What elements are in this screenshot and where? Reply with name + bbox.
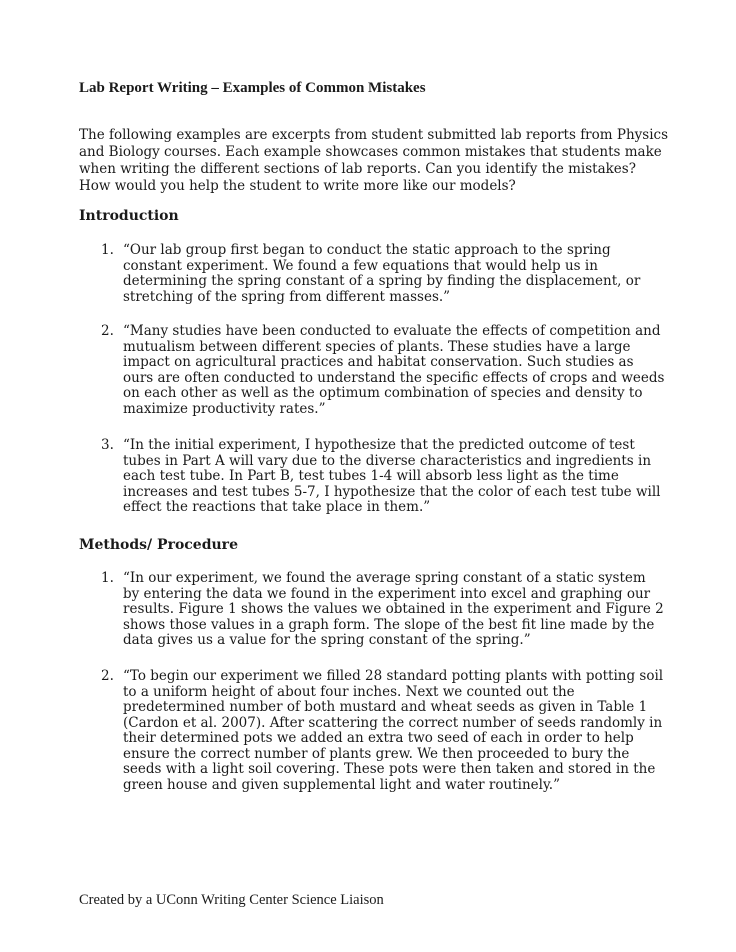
- introduction-item-1: [101, 243, 666, 305]
- list-item-text: “In our experiment, we found the average spring constant of a static system by entering the data we found in the experiment into excel and graphing our results. Figure 1 shows the values we obtained in the experiment and Figure 2 shows those values in a graph form. The slope of the best fit line made by the data gives us a value for the spring constant of the spring.”: [123, 570, 664, 648]
- introduction-heading: Introduction: [79, 208, 179, 224]
- introduction-item-2: [101, 324, 666, 417]
- list-number: 3.: [101, 437, 114, 453]
- intro-paragraph: The following examples are excerpts from student submitted lab reports from Physics and Biology courses. Each example showcases common mistakes that students make when writing the different sections of lab reports. Can you identify the mistakes? How would you help the student to write more like our models?: [79, 127, 668, 194]
- introduction-item-3: [101, 438, 666, 516]
- list-number: 1.: [101, 242, 114, 258]
- list-item-text: “Our lab group first began to conduct the static approach to the spring constant experiment. We found a few equations that would help us in determining the spring constant of a spring by finding the displacement, or stretching of the spring from different masses.”: [123, 242, 641, 305]
- footer-credit: Created by a UConn Writing Center Science Liaison: [79, 892, 384, 908]
- methods-item-1: [101, 571, 666, 649]
- list-number: 1.: [101, 570, 114, 586]
- list-item-text: “To begin our experiment we filled 28 standard potting plants with potting soil to a uniform height of about four inches. Next we counted out the predetermined number of both mustard and wheat seeds as given in Table 1 (Cardon et al. 2007). After scattering the correct number of seeds randomly in their determined pots we added an extra two seed of each in order to help ensure the correct number of plants grew. We then proceeded to bury the seeds with a light soil covering. These pots were then taken and stored in the green house and given supplemental light and water routinely.”: [123, 668, 664, 793]
- document-title: Lab Report Writing – Examples of Common Mistakes: [79, 80, 426, 96]
- list-item-text: “In the initial experiment, I hypothesize that the predicted outcome of test tubes in Part A will vary due to the diverse characteristics and ingredients in each test tube. In Part B, test tubes 1-4 will absorb less light as the time increases and test tubes 5-7, I hypothesize that the color of each test tube will effect the reactions that take place in them.”: [123, 437, 661, 515]
- methods-item-2: [101, 669, 666, 793]
- list-number: 2.: [101, 668, 114, 684]
- list-item-text: “Many studies have been conducted to evaluate the effects of competition and mutualism between different species of plants. These studies have a large impact on agricultural practices and habitat conservation. Such studies as ours are often conducted to understand the specific effects of crops and weeds on each other as well as the optimum combination of species and density to maximize productivity rates.”: [123, 323, 665, 417]
- methods-heading: Methods/ Procedure: [79, 537, 238, 553]
- list-number: 2.: [101, 323, 114, 339]
